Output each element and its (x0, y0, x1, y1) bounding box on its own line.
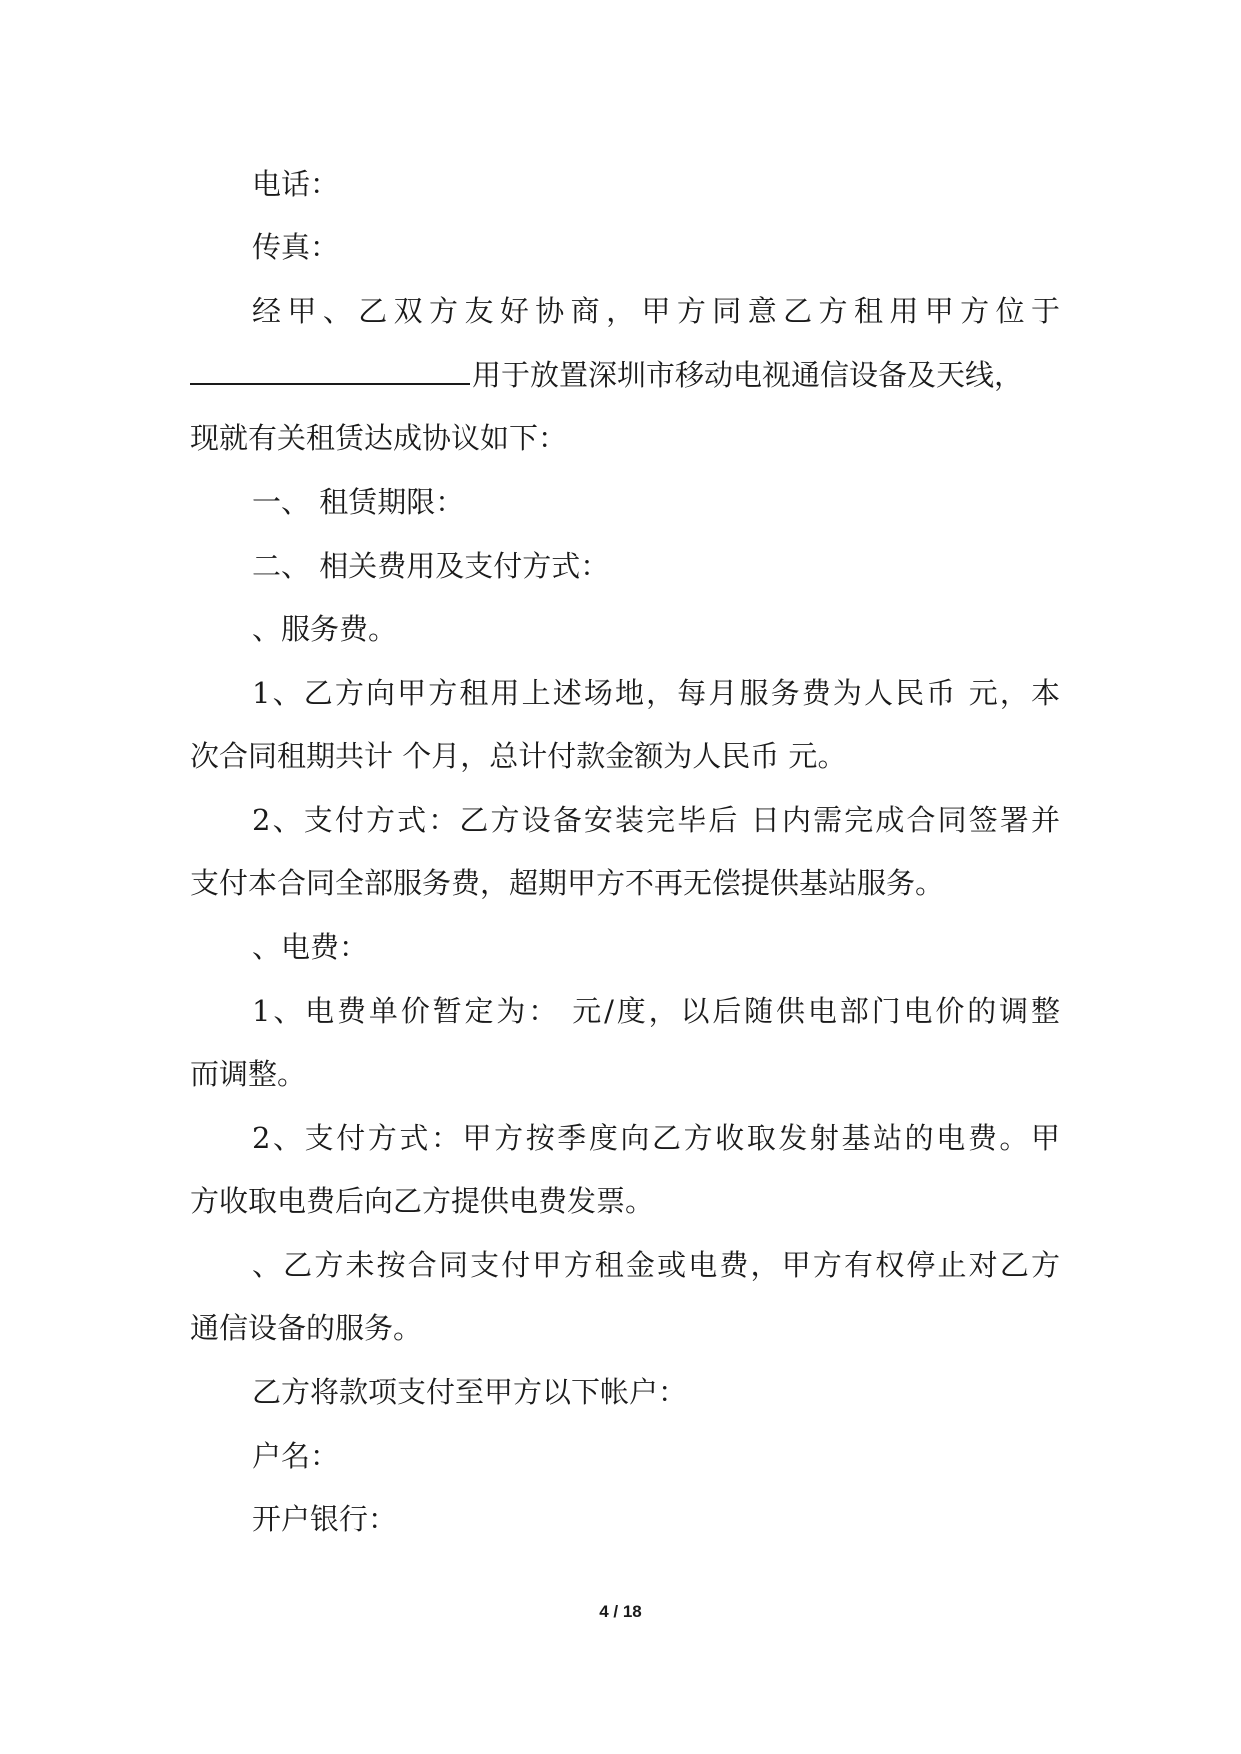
electricity-item-2-line-1: 2、支付方式：甲方按季度向乙方收取发射基站的电费。甲 (252, 1121, 1060, 1155)
payment-account-intro: 乙方将款项支付至甲方以下帐户： (252, 1375, 688, 1409)
phone-label: 电话： (252, 167, 340, 201)
location-blank (190, 355, 470, 385)
section-lease-term: 一、 租赁期限： (252, 485, 465, 519)
paragraph-intro-line-2 (190, 355, 1060, 395)
paragraph-intro-line-1: 经甲、乙双方友好协商，甲方同意乙方租用甲方位于 (252, 294, 1060, 328)
service-fee-item-2-line-2: 支付本合同全部服务费，超期甲方不再无偿提供基站服务。 (190, 866, 945, 900)
service-fee-item-1-line-2: 次合同租期共计 个月，总计付款金额为人民币 元。 (190, 739, 847, 773)
subsection-service-fee: 、服务费。 (252, 612, 398, 646)
page-number: 4 / 18 (599, 1602, 642, 1621)
subsection-electricity-fee: 、电费： (252, 930, 369, 964)
section-fees-payment: 二、 相关费用及支付方式： (252, 549, 610, 583)
paragraph-intro-line-2-text: 用于放置深圳市移动电视通信设备及天线， (472, 358, 1024, 392)
paragraph-intro-line-3: 现就有关租赁达成协议如下： (190, 421, 568, 455)
electricity-item-1-line-1: 1、电费单价暂定为： 元/度，以后随供电部门电价的调整 (252, 994, 1060, 1028)
default-clause-line-2: 通信设备的服务。 (190, 1311, 423, 1345)
electricity-item-2-line-2: 方收取电费后向乙方提供电费发票。 (190, 1184, 655, 1218)
fax-label: 传真： (252, 230, 340, 264)
electricity-item-1-line-2: 而调整。 (190, 1057, 307, 1091)
service-fee-item-2-line-1: 2、支付方式：乙方设备安装完毕后 日内需完成合同签署并 (252, 803, 1060, 837)
bank-label: 开户银行： (252, 1502, 398, 1536)
service-fee-item-1-line-1: 1、乙方向甲方租用上述场地，每月服务费为人民币 元，本 (252, 676, 1060, 710)
default-clause-line-1: 、乙方未按合同支付甲方租金或电费，甲方有权停止对乙方 (252, 1248, 1060, 1282)
account-name-label: 户名： (252, 1439, 340, 1473)
